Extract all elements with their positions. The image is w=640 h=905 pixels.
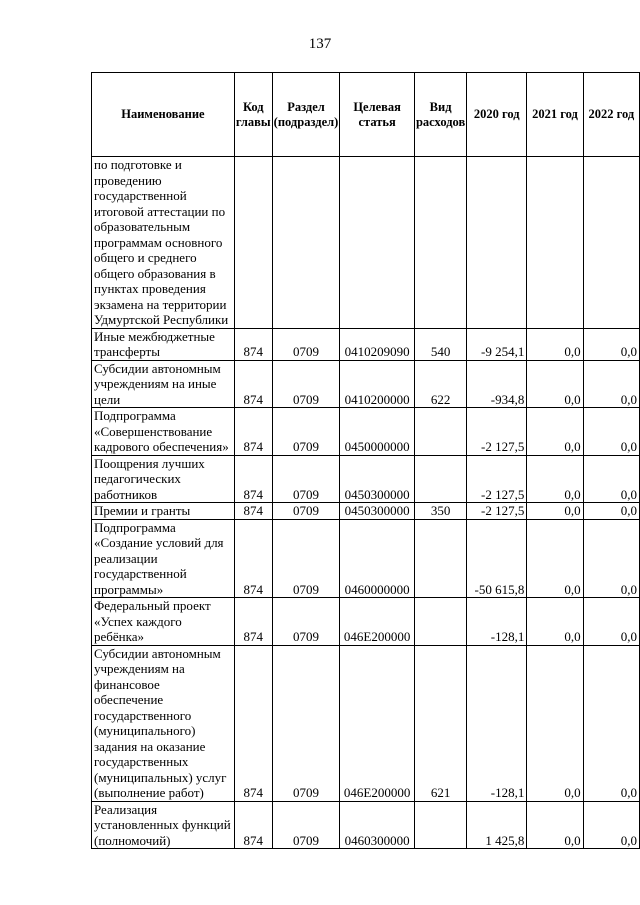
row-2020: 1 425,8 [467,801,527,849]
table-row [92,519,640,598]
row-2022: 0,0 [583,503,639,520]
row-section: 0709 [272,645,340,801]
row-type [414,598,466,646]
row-2020: -2 127,5 [467,408,527,456]
row-type: 622 [414,360,466,408]
table-row [92,455,640,503]
row-code: 874 [234,408,272,456]
row-2020: -9 254,1 [467,328,527,360]
row-section: 0709 [272,455,340,503]
row-section: 0709 [272,360,340,408]
header-target: Целевая статья [340,73,415,157]
row-type: 621 [414,645,466,801]
row-type [414,408,466,456]
row-type: 350 [414,503,466,520]
row-target: 0460300000 [340,801,415,849]
row-2021: 0,0 [527,360,583,408]
row-name: Подпрограмма «Совершенствование кадрового обеспечения» [92,408,235,456]
table-row [92,503,640,520]
table-row [92,328,640,360]
header-2020: 2020 год [467,73,527,157]
table-row [92,801,640,849]
row-2020: -934,8 [467,360,527,408]
table-row [92,598,640,646]
row-name: Подпрограмма «Создание условий для реализации государственной программы» [92,519,235,598]
row-target: 0450000000 [340,408,415,456]
row-2022: 0,0 [583,645,639,801]
table-row [92,645,640,801]
row-name: Премии и гранты [92,503,235,520]
row-target: 046E200000 [340,645,415,801]
row-2020: -128,1 [467,598,527,646]
row-target: 046E200000 [340,598,415,646]
row-code: 874 [234,455,272,503]
row-2021: 0,0 [527,408,583,456]
continuation-row [92,157,640,329]
row-2021: 0,0 [527,519,583,598]
row-code: 874 [234,503,272,520]
row-code: 874 [234,328,272,360]
row-section: 0709 [272,519,340,598]
header-row [92,73,640,157]
row-2022: 0,0 [583,455,639,503]
table-row [92,360,640,408]
header-name: Наименование [92,73,235,157]
row-code: 874 [234,645,272,801]
row-2020: -2 127,5 [467,455,527,503]
row-2022: 0,0 [583,519,639,598]
row-name: Субсидии автономным учреждениям на иные цели [92,360,235,408]
row-type: 540 [414,328,466,360]
row-2021: 0,0 [527,801,583,849]
row-2021: 0,0 [527,455,583,503]
row-section: 0709 [272,801,340,849]
row-target: 0410209090 [340,328,415,360]
row-code: 874 [234,801,272,849]
row-section: 0709 [272,598,340,646]
row-name: Иные межбюджетные трансферты [92,328,235,360]
row-code: 874 [234,519,272,598]
row-2022: 0,0 [583,328,639,360]
row-name: Поощрения лучших педагогических работников [92,455,235,503]
row-type [414,801,466,849]
budget-table [91,72,640,849]
page-number: 137 [308,36,332,52]
row-target: 0450300000 [340,503,415,520]
row-2022: 0,0 [583,801,639,849]
row-target: 0450300000 [340,455,415,503]
row-2020: -128,1 [467,645,527,801]
row-code: 874 [234,598,272,646]
row-name: Реализация установленных функций (полномочий) [92,801,235,849]
row-name: Федеральный проект «Успех каждого ребёнка» [92,598,235,646]
header-section: Раздел (подраздел) [272,73,340,157]
row-2020: -2 127,5 [467,503,527,520]
row-section: 0709 [272,503,340,520]
row-target: 0410200000 [340,360,415,408]
row-code: 874 [234,360,272,408]
header-code: Код главы [234,73,272,157]
row-2021: 0,0 [527,503,583,520]
row-section: 0709 [272,408,340,456]
header-2022: 2022 год [583,73,639,157]
row-2021: 0,0 [527,328,583,360]
row-2020: -50 615,8 [467,519,527,598]
row-target: 0460000000 [340,519,415,598]
row-2021: 0,0 [527,645,583,801]
table-row [92,408,640,456]
row-type [414,519,466,598]
row-2022: 0,0 [583,408,639,456]
row-name: по подготовке и проведению государственной итоговой аттестации по образовательным программам основного общего и среднего общего образования в пунктах проведения экзамена на территории Удмуртской Республики [92,157,235,329]
row-2021: 0,0 [527,598,583,646]
header-2021: 2021 год [527,73,583,157]
row-section: 0709 [272,328,340,360]
row-name: Субсидии автономным учреждениям на финансовое обеспечение государственного (муниципального) задания на оказание государственных (муниципальных) услуг (выполнение работ) [92,645,235,801]
header-type: Вид расходов [414,73,466,157]
row-2022: 0,0 [583,598,639,646]
row-2022: 0,0 [583,360,639,408]
row-type [414,455,466,503]
